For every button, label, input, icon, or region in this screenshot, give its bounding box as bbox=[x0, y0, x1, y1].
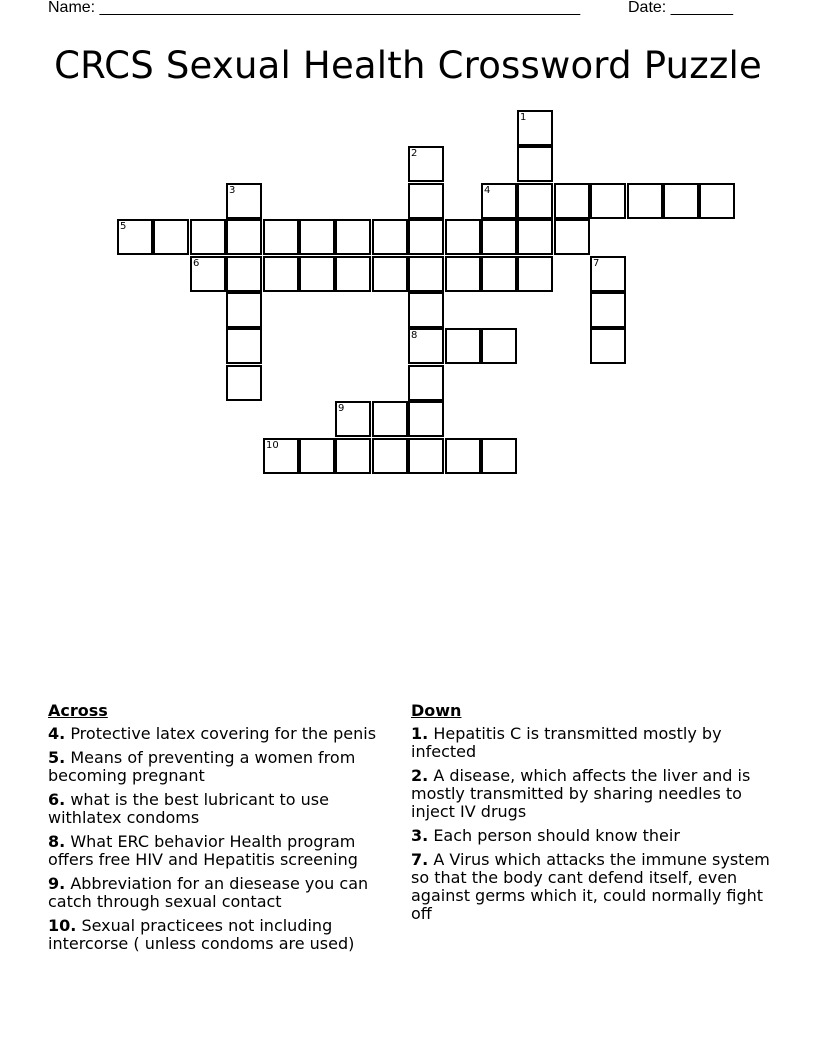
grid-cell[interactable] bbox=[226, 219, 262, 255]
clue-down-7: 7. A Virus which attacks the immune system so that the body cant defend itself, even against germs which it, could normally fight off bbox=[411, 850, 770, 923]
cell-number: 1 bbox=[520, 112, 527, 123]
cell-number: 6 bbox=[193, 258, 200, 269]
page-title: CRCS Sexual Health Crossword Puzzle bbox=[54, 44, 762, 87]
clue-across-10: 10. Sexual practicees not including intercorse ( unless condoms are used) bbox=[48, 916, 355, 953]
down-clues bbox=[411, 701, 771, 929]
name-field[interactable]: Name: ______________________________________________________ bbox=[48, 0, 581, 16]
grid-cell[interactable] bbox=[481, 328, 517, 364]
crossword-grid bbox=[0, 0, 816, 500]
grid-cell[interactable] bbox=[408, 146, 444, 182]
grid-cell[interactable] bbox=[408, 219, 444, 255]
cell-number: 9 bbox=[338, 403, 345, 414]
grid-cell[interactable] bbox=[590, 256, 626, 292]
grid-cell[interactable] bbox=[335, 438, 371, 474]
grid-cell[interactable] bbox=[153, 219, 189, 255]
clue-across-9: 9. Abbreviation for an diesease you can catch through sexual contact bbox=[48, 874, 369, 911]
cell-number: 10 bbox=[266, 440, 279, 451]
grid-cell[interactable] bbox=[590, 328, 626, 364]
grid-cell[interactable] bbox=[263, 219, 299, 255]
grid-cell[interactable] bbox=[517, 110, 553, 146]
grid-cell[interactable] bbox=[299, 256, 335, 292]
grid-cell[interactable] bbox=[408, 438, 444, 474]
clue-down-3: 3. Each person should know their bbox=[411, 826, 680, 845]
clue-down-2: 2. A disease, which affects the liver and is mostly transmitted by sharing needles to inject IV drugs bbox=[411, 766, 751, 821]
grid-cell[interactable] bbox=[226, 256, 262, 292]
cell-number: 7 bbox=[593, 258, 600, 269]
clue-across-8: 8. What ERC behavior Health program offers free HIV and Hepatitis screening bbox=[48, 832, 358, 869]
grid-cell[interactable] bbox=[372, 256, 408, 292]
grid-cell[interactable] bbox=[445, 219, 481, 255]
grid-cell[interactable] bbox=[445, 328, 481, 364]
cell-number: 4 bbox=[484, 185, 491, 196]
grid-cell[interactable] bbox=[663, 183, 699, 219]
grid-cell[interactable] bbox=[408, 256, 444, 292]
grid-cell[interactable] bbox=[481, 438, 517, 474]
grid-cell[interactable] bbox=[335, 219, 371, 255]
grid-cell[interactable] bbox=[226, 365, 262, 401]
grid-cell[interactable] bbox=[226, 183, 262, 219]
cell-number: 8 bbox=[411, 330, 418, 341]
grid-cell[interactable] bbox=[299, 219, 335, 255]
grid-cell[interactable] bbox=[408, 401, 444, 437]
grid-cell[interactable] bbox=[481, 256, 517, 292]
grid-cell[interactable] bbox=[481, 219, 517, 255]
clue-across-4: 4. Protective latex covering for the penis bbox=[48, 724, 377, 743]
clue-down-1: 1. Hepatitis C is transmitted mostly by infected bbox=[411, 724, 722, 761]
cell-number: 3 bbox=[229, 185, 236, 196]
grid-cell[interactable] bbox=[408, 292, 444, 328]
grid-cell[interactable] bbox=[263, 438, 299, 474]
grid-cell[interactable] bbox=[481, 183, 517, 219]
grid-cell[interactable] bbox=[117, 219, 153, 255]
grid-cell[interactable] bbox=[226, 292, 262, 328]
grid-cell[interactable] bbox=[372, 219, 408, 255]
grid-cell[interactable] bbox=[699, 183, 735, 219]
cell-number: 2 bbox=[411, 148, 418, 159]
grid-cell[interactable] bbox=[408, 328, 444, 364]
across-clues bbox=[48, 701, 398, 959]
grid-cell[interactable] bbox=[517, 256, 553, 292]
grid-cell[interactable] bbox=[335, 256, 371, 292]
grid-cell[interactable] bbox=[299, 438, 335, 474]
grid-cell[interactable] bbox=[627, 183, 663, 219]
grid-cell[interactable] bbox=[517, 219, 553, 255]
grid-cell[interactable] bbox=[445, 438, 481, 474]
down-heading: Down bbox=[411, 701, 462, 720]
clue-across-6: 6. what is the best lubricant to use withlatex condoms bbox=[48, 790, 329, 827]
grid-cell[interactable] bbox=[263, 256, 299, 292]
grid-cell[interactable] bbox=[590, 292, 626, 328]
grid-cell[interactable] bbox=[408, 183, 444, 219]
grid-cell[interactable] bbox=[372, 401, 408, 437]
grid-cell[interactable] bbox=[554, 183, 590, 219]
grid-cell[interactable] bbox=[190, 256, 226, 292]
grid-cell[interactable] bbox=[335, 401, 371, 437]
date-field[interactable]: Date: _______ bbox=[628, 0, 733, 16]
across-heading: Across bbox=[48, 701, 108, 720]
grid-cell[interactable] bbox=[590, 183, 626, 219]
grid-cell[interactable] bbox=[372, 438, 408, 474]
grid-cell[interactable] bbox=[190, 219, 226, 255]
grid-cell[interactable] bbox=[445, 256, 481, 292]
grid-cell[interactable] bbox=[554, 219, 590, 255]
grid-cell[interactable] bbox=[226, 328, 262, 364]
cell-number: 5 bbox=[120, 221, 127, 232]
clue-across-5: 5. Means of preventing a women from becoming pregnant bbox=[48, 748, 356, 785]
grid-cell[interactable] bbox=[517, 146, 553, 182]
grid-cell[interactable] bbox=[408, 365, 444, 401]
grid-cell[interactable] bbox=[517, 183, 553, 219]
